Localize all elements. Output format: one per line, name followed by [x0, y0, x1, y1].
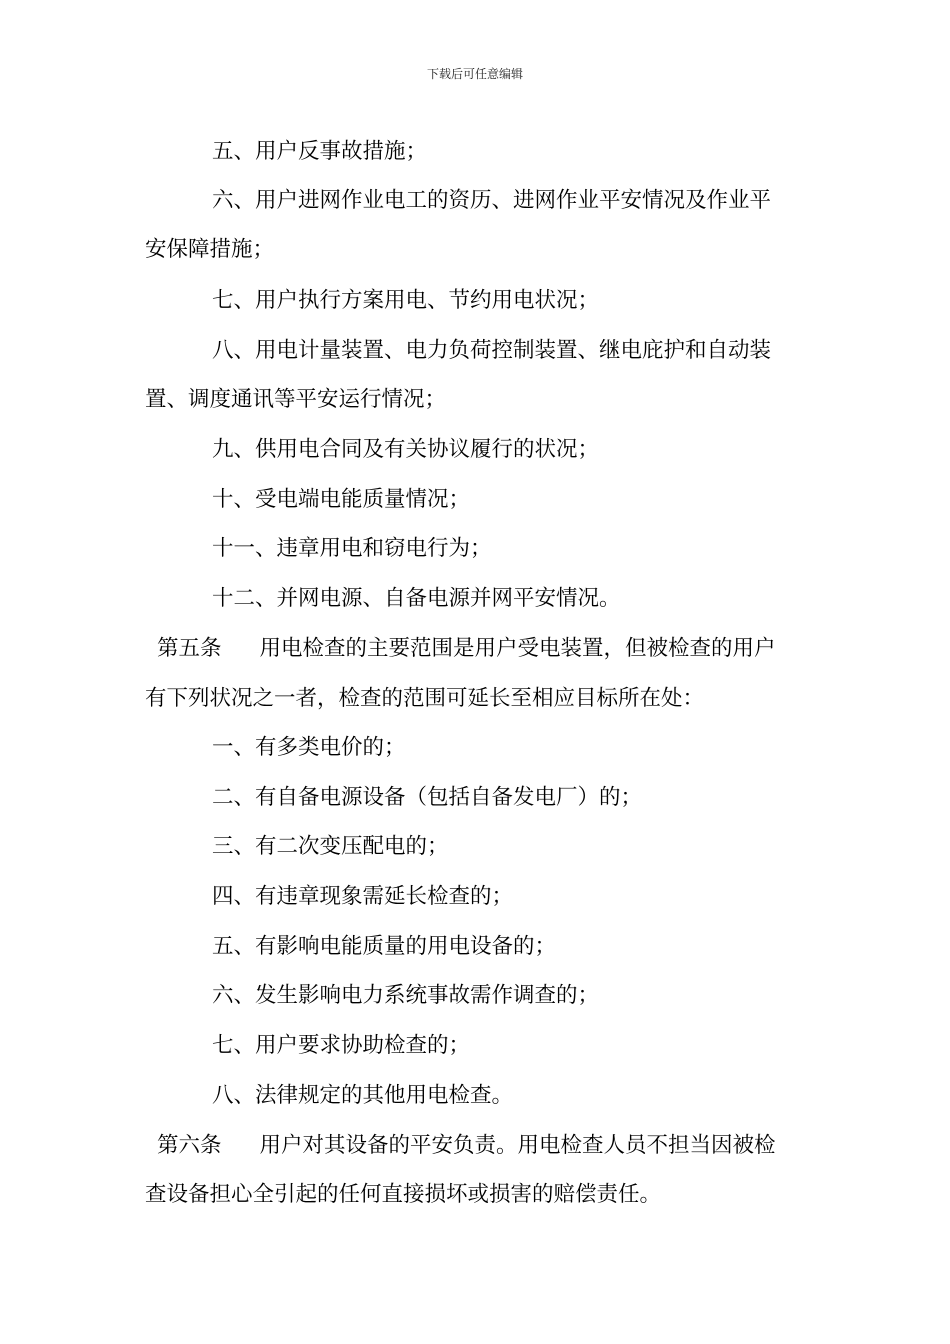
list-item: 八、法律规定的其他用电检查。	[212, 1083, 514, 1108]
list-item: 六、用户进网作业电工的资历、进网作业平安情况及作业平	[212, 188, 772, 213]
list-item: 五、用户反事故措施；	[212, 139, 428, 164]
list-item: 九、供用电合同及有关协议履行的状况；	[212, 437, 600, 462]
list-item: 十、受电端电能质量情况；	[212, 487, 471, 512]
article-six-text: 用户对其设备的平安负责。用电检查人员不担当因被检	[259, 1133, 776, 1158]
list-item: 三、有二次变压配电的；	[212, 834, 449, 859]
list-item: 七、用户执行方案用电、节约用电状况；	[212, 288, 600, 313]
list-item: 十一、违章用电和窃电行为；	[212, 536, 492, 561]
page-header: 下载后可任意编辑	[426, 67, 523, 81]
article-six-label: 第六条	[157, 1133, 222, 1158]
article-five-text: 用电检查的主要范围是用户受电装置，但被检查的用户	[259, 636, 776, 661]
article-six-first-line	[0, 1132, 950, 1160]
list-item: 二、有自备电源设备（包括自备发电厂）的；	[212, 785, 643, 810]
list-item-continuation: 安保障措施；	[145, 237, 275, 262]
list-item-continuation: 置、调度通讯等平安运行情况；	[145, 387, 447, 412]
list-item: 七、用户要求协助检查的；	[212, 1033, 471, 1058]
list-item: 四、有违章现象需延长检查的；	[212, 884, 514, 909]
article-five-continuation: 有下列状况之一者，检查的范围可延长至相应目标所在处：	[145, 686, 705, 711]
list-item: 一、有多类电价的；	[212, 735, 406, 760]
list-item: 十二、并网电源、自备电源并网平安情况。	[212, 586, 621, 611]
article-five-label: 第五条	[157, 636, 222, 661]
list-item: 五、有影响电能质量的用电设备的；	[212, 934, 557, 959]
article-six-continuation: 查设备担心全引起的任何直接损坏或损害的赔偿责任。	[145, 1182, 662, 1207]
list-item: 六、发生影响电力系统事故需作调查的；	[212, 983, 600, 1008]
article-five-first-line	[0, 635, 950, 663]
list-item: 八、用电计量装置、电力负荷控制装置、继电庇护和自动装	[212, 338, 772, 363]
